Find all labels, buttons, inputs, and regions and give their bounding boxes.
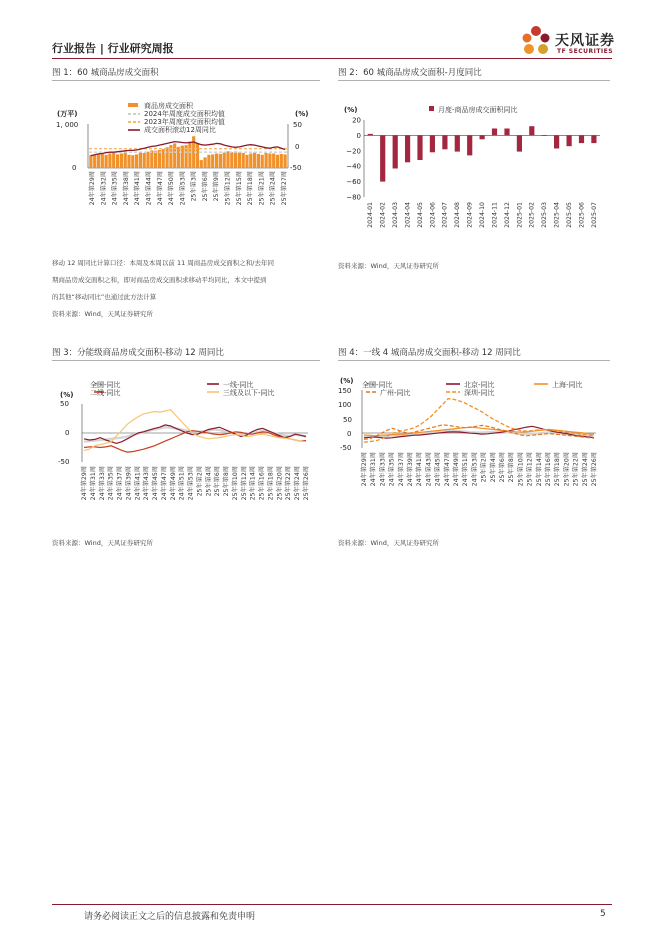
fig4-xlabel-24: 25年第24周 bbox=[581, 452, 589, 487]
fig1-bar-26 bbox=[188, 142, 191, 168]
fig1-bar-39 bbox=[238, 153, 241, 168]
fig4-xlabel-0: 24年第29周 bbox=[361, 452, 368, 487]
fig1-bar-4 bbox=[105, 155, 108, 168]
fig1-note-line3: 的其他“移动同比”也通过此方法计算 bbox=[52, 293, 157, 301]
fig3-xlabel-17: 25年第10周 bbox=[231, 466, 239, 501]
fig2-xlabel-13: 2025-02 bbox=[528, 202, 536, 228]
fig2-chart bbox=[334, 84, 610, 254]
fig1-bar-16 bbox=[150, 150, 153, 168]
fig1-xlabel-6: 24年第47周 bbox=[156, 171, 164, 206]
fig2-bar-10 bbox=[492, 129, 497, 136]
fig3-xlabel-24: 25年第24周 bbox=[294, 466, 302, 501]
fig2-xlabel-16: 2025-05 bbox=[565, 202, 573, 228]
fig1-bar-22 bbox=[173, 143, 176, 168]
fig2-xlabel-6: 2024-07 bbox=[441, 202, 449, 228]
brand-name-en: TF SECURITIES bbox=[557, 48, 614, 55]
fig4-xlabel-11: 24年第51周 bbox=[462, 452, 470, 487]
fig3-xlabel-22: 25年第20周 bbox=[276, 466, 284, 501]
fig2-bar-16 bbox=[567, 135, 572, 146]
fig1-bar-29 bbox=[200, 160, 203, 168]
fig2-bar-11 bbox=[504, 129, 509, 136]
brand-name-cn: 天风证券 bbox=[555, 33, 615, 49]
fig1-title: 图 1：60 城商品房成交面积 bbox=[52, 68, 159, 78]
fig2-xlabel-3: 2024-04 bbox=[404, 202, 412, 228]
fig1-bar-30 bbox=[204, 157, 207, 168]
fig4-xlabel-21: 25年第18周 bbox=[554, 452, 562, 487]
fig1-legend-label-2: 2023年周度成交面积均值 bbox=[144, 118, 225, 126]
fig1-bar-49 bbox=[276, 155, 279, 168]
fig2-rule bbox=[338, 80, 610, 81]
fig1-legend bbox=[128, 101, 225, 134]
fig2-xlabel-1: 2024-02 bbox=[379, 202, 387, 228]
fig3-xlabel-3: 24年第35周 bbox=[107, 466, 115, 501]
brand-logo-icon bbox=[518, 24, 554, 60]
fig3-xlabel-6: 24年第41周 bbox=[134, 466, 142, 501]
fig1-y-right-tick-mid: 0 bbox=[295, 143, 300, 151]
fig1-bar-50 bbox=[280, 154, 283, 168]
fig1-legend-label-1: 2024年周度成交面积均值 bbox=[144, 110, 225, 118]
fig1-xlabel-1: 24年第32周 bbox=[100, 171, 108, 206]
fig2-bar-4 bbox=[417, 135, 422, 160]
fig1-xlabel-7: 24年第50周 bbox=[168, 171, 176, 206]
fig3-xlabel-1: 24年第31周 bbox=[89, 466, 97, 501]
fig1-bar-17 bbox=[154, 151, 157, 168]
fig2-bar-8 bbox=[467, 135, 472, 155]
fig2-xlabel-12: 2025-01 bbox=[516, 202, 524, 228]
fig3-legend-label-3: 三线及以下-同比 bbox=[223, 389, 275, 397]
fig1-bar-34 bbox=[219, 154, 222, 168]
fig3-xlabel-5: 24年第39周 bbox=[125, 466, 133, 501]
fig1-bar-6 bbox=[112, 153, 115, 168]
fig3-xlabel-20: 25年第16周 bbox=[258, 466, 266, 501]
fig3-xlabel-21: 25年第18周 bbox=[267, 466, 275, 501]
fig1-bar-42 bbox=[249, 154, 252, 169]
fig3-xlabel-15: 25年第6周 bbox=[214, 466, 222, 497]
fig2-y-tick-20: 20 bbox=[352, 116, 361, 125]
fig1-xlabel-5: 24年第44周 bbox=[145, 171, 153, 206]
fig1-note-line1: 移动 12 周同比计算口径：本周及本周以前 11 周商品房成交面积之和/去年同 bbox=[52, 259, 274, 267]
fig1-bar-12 bbox=[135, 154, 138, 168]
fig1-xlabel-10: 25年第6周 bbox=[201, 171, 209, 202]
fig3-xlabel-10: 24年第49周 bbox=[169, 466, 177, 501]
fig4-xlabel-20: 25年第16周 bbox=[545, 452, 552, 487]
fig2-bar-2 bbox=[393, 135, 398, 168]
fig4-xlabel-15: 25年第6周 bbox=[499, 452, 506, 483]
fig1-rule bbox=[52, 80, 320, 81]
fig3-xlabel-25: 25年第26周 bbox=[303, 466, 310, 501]
fig4-xlabel-8: 24年第45周 bbox=[434, 452, 442, 487]
fig1-bar-0 bbox=[89, 155, 92, 168]
fig4-xlabel-22: 25年第20周 bbox=[563, 452, 571, 487]
fig1-legend-swatch-bar bbox=[128, 103, 138, 107]
fig3-legend-label-2: 二线-同比 bbox=[90, 389, 121, 397]
fig1-bar-7 bbox=[116, 154, 119, 168]
fig1-bar-14 bbox=[143, 153, 146, 168]
fig1-bar-31 bbox=[207, 155, 210, 168]
fig4-xlabel-23: 25年第22周 bbox=[572, 452, 580, 487]
fig1-bar-32 bbox=[211, 154, 214, 168]
fig4-source: 资料来源：Wind，天风证券研究所 bbox=[338, 539, 439, 547]
fig1-bar-35 bbox=[223, 153, 226, 168]
fig2-xlabel-10: 2024-11 bbox=[491, 202, 499, 228]
fig1-xlabel-12: 25年第12周 bbox=[224, 171, 232, 206]
fig2-xlabel-18: 2025-07 bbox=[590, 202, 598, 228]
fig3-xlabel-13: 25年第2周 bbox=[196, 466, 204, 497]
fig2-bar-17 bbox=[579, 135, 584, 143]
fig4-y-tick-2: 50 bbox=[343, 416, 352, 424]
fig1-legend-label-0: 商品房成交面积 bbox=[144, 102, 193, 110]
fig1-y-left-tick-top: 1, 000 bbox=[56, 121, 79, 129]
fig3-xlabel-9: 24年第47周 bbox=[160, 466, 168, 501]
fig1-y-right-unit: (%) bbox=[295, 110, 309, 118]
fig4-title: 图 4：一线 4 城商品房成交面积-移动 12 周同比 bbox=[338, 348, 521, 358]
fig2-xlabel-14: 2025-03 bbox=[541, 202, 549, 228]
fig1-legend-label-3: 成交面积滚动12周同比 bbox=[144, 126, 216, 134]
fig1-bar-33 bbox=[215, 154, 218, 169]
fig4-rule bbox=[338, 360, 610, 361]
fig1-bar-3 bbox=[101, 154, 104, 168]
fig4-xlabel-19: 25年第14周 bbox=[535, 452, 543, 487]
fig2-xlabel-8: 2024-09 bbox=[466, 202, 474, 228]
fig1-chart bbox=[52, 84, 322, 254]
fig2-xlabel-11: 2024-12 bbox=[503, 202, 511, 228]
fig1-y-right-tick-top: 50 bbox=[293, 121, 302, 129]
fig3-xlabel-14: 25年第4周 bbox=[205, 466, 213, 497]
fig2-xlabel-7: 2024-08 bbox=[454, 202, 462, 228]
fig1-bar-43 bbox=[253, 153, 256, 168]
fig1-bar-46 bbox=[265, 153, 268, 168]
fig4-legend-label-0: 全国-同比 bbox=[362, 381, 393, 389]
fig1-y-left-unit: (万平) bbox=[57, 110, 78, 118]
fig2-bar-9 bbox=[480, 135, 485, 139]
fig4-xlabel-16: 25年第8周 bbox=[508, 452, 516, 483]
fig1-note-line2: 期商品房成交面积之和，即对商品房成交面积求移动平均同比，本文中提到 bbox=[52, 276, 267, 284]
fig1-bar-1 bbox=[93, 155, 96, 168]
fig2-xlabel-9: 2024-10 bbox=[479, 202, 486, 228]
fig4-xlabel-2: 24年第33周 bbox=[379, 452, 387, 487]
fig4-xlabel-13: 25年第2周 bbox=[480, 452, 488, 483]
fig3-source: 资料来源：Wind，天风证券研究所 bbox=[52, 539, 153, 547]
fig1-xlabel-14: 25年第18周 bbox=[247, 171, 255, 206]
fig1-bar-36 bbox=[226, 151, 229, 168]
fig1-bar-45 bbox=[261, 155, 264, 168]
fig2-bar-15 bbox=[554, 135, 559, 148]
fig4-legend-label-1: 北京-同比 bbox=[464, 381, 495, 389]
fig2-y-tick--80: −80 bbox=[346, 193, 361, 202]
fig3-xlabel-19: 25年第14周 bbox=[249, 466, 257, 501]
fig3-xlabel-11: 24年第51周 bbox=[178, 466, 186, 501]
fig4-legend-label-3: 广州-同比 bbox=[380, 389, 411, 397]
fig3-y-tick-2: -50 bbox=[58, 458, 70, 466]
fig2-bar-1 bbox=[380, 135, 385, 181]
fig2-xlabel-0: 2024-01 bbox=[367, 202, 375, 228]
fig3-xlabel-16: 25年第8周 bbox=[223, 466, 231, 497]
fig1-bar-23 bbox=[177, 147, 180, 168]
fig4-xlabel-5: 24年第39周 bbox=[407, 452, 414, 487]
fig1-bar-15 bbox=[146, 152, 149, 168]
fig1-bar-41 bbox=[245, 155, 248, 168]
fig4-xlabel-4: 24年第37周 bbox=[397, 452, 405, 487]
fig1-source: 资料来源：Wind，天风证券研究所 bbox=[52, 310, 153, 318]
fig1-bar-37 bbox=[230, 152, 233, 168]
fig1-xlabel-4: 24年第41周 bbox=[134, 171, 142, 206]
fig1-bar-38 bbox=[234, 151, 237, 168]
fig4-xlabel-25: 25年第26周 bbox=[591, 452, 598, 487]
fig1-xlabel-16: 25年第24周 bbox=[269, 171, 277, 206]
fig2-y-tick--60: −60 bbox=[346, 178, 361, 187]
fig3-y-unit: (%) bbox=[60, 391, 74, 399]
fig2-bar-6 bbox=[442, 135, 447, 149]
footer-disclaimer: 请务必阅读正文之后的信息披露和免责申明 bbox=[84, 912, 256, 922]
fig4-xlabel-1: 24年第31周 bbox=[370, 452, 378, 487]
fig4-xlabel-9: 24年第47周 bbox=[443, 452, 451, 487]
fig4-chart bbox=[334, 364, 610, 534]
fig4-xlabel-14: 25年第4周 bbox=[489, 452, 497, 483]
fig3-chart bbox=[52, 364, 322, 534]
fig3-legend bbox=[90, 380, 275, 397]
fig1-bar-10 bbox=[127, 155, 130, 168]
fig1-bar-28 bbox=[196, 143, 199, 168]
fig1-bar-20 bbox=[166, 147, 169, 168]
fig4-legend-label-2: 上海-同比 bbox=[552, 381, 583, 389]
fig4-xlabel-10: 24年第49周 bbox=[453, 452, 460, 487]
fig1-xlabel-2: 24年第35周 bbox=[111, 171, 119, 206]
fig1-y-left-tick-zero: 0 bbox=[72, 164, 77, 172]
fig1-bar-40 bbox=[242, 153, 245, 168]
fig4-y-tick-3: 0 bbox=[347, 430, 352, 438]
fig2-bar-13 bbox=[529, 126, 534, 135]
fig1-xlabel-3: 24年第38周 bbox=[122, 171, 130, 206]
fig2-bar-3 bbox=[405, 135, 410, 162]
fig3-rule bbox=[52, 360, 320, 361]
fig1-note bbox=[52, 255, 322, 323]
fig1-xlabel-9: 25年第3周 bbox=[190, 171, 198, 202]
fig1-bar-8 bbox=[120, 154, 123, 169]
fig4-y-tick-4: -50 bbox=[340, 444, 352, 452]
fig1-xlabel-13: 25年第15周 bbox=[235, 171, 243, 206]
fig2-bar-5 bbox=[430, 135, 435, 152]
fig1-bar-48 bbox=[272, 154, 275, 169]
fig3-xlabel-7: 24年第43周 bbox=[143, 466, 151, 501]
fig1-bar-2 bbox=[97, 154, 100, 168]
fig3-legend-label-0: 全国-同比 bbox=[90, 381, 121, 389]
fig4-y-tick-1: 100 bbox=[338, 401, 352, 409]
fig2-bar-12 bbox=[517, 135, 522, 151]
fig1-xlabel-11: 25年第9周 bbox=[213, 171, 221, 202]
fig2-xlabel-5: 2024-06 bbox=[429, 202, 437, 228]
fig3-xlabel-8: 24年第45周 bbox=[152, 466, 160, 501]
fig1-xlabel-17: 25年第27周 bbox=[281, 171, 288, 206]
fig3-xlabel-12: 24年第53周 bbox=[187, 466, 195, 501]
fig2-xlabel-17: 2025-06 bbox=[578, 202, 586, 228]
fig3-xlabel-23: 25年第22周 bbox=[285, 466, 293, 501]
fig1-bar-5 bbox=[108, 154, 111, 169]
fig3-xlabel-18: 25年第12周 bbox=[240, 466, 248, 501]
fig2-bar-14 bbox=[542, 135, 547, 136]
fig4-xlabel-17: 25年第10周 bbox=[517, 452, 525, 487]
fig4-xlabel-3: 24年第35周 bbox=[388, 452, 396, 487]
fig4-xlabel-18: 25年第12周 bbox=[526, 452, 534, 487]
fig1-bar-44 bbox=[257, 154, 260, 168]
fig2-bar-0 bbox=[368, 134, 373, 136]
fig1-bar-51 bbox=[284, 154, 287, 168]
fig2-title: 图 2：60 城商品房成交面积-月度同比 bbox=[338, 68, 482, 78]
fig2-bar-7 bbox=[455, 135, 460, 151]
fig4-xlabel-12: 24年第53周 bbox=[471, 452, 479, 487]
fig1-bar-13 bbox=[139, 152, 142, 168]
fig1-xlabel-0: 24年第29周 bbox=[89, 171, 96, 206]
fig3-y-tick-0: 50 bbox=[60, 400, 69, 408]
fig2-xlabel-4: 2024-05 bbox=[416, 202, 424, 228]
fig2-y-tick-0: 0 bbox=[356, 131, 361, 140]
page-number: 5 bbox=[600, 909, 606, 919]
fig1-xlabel-8: 24年第53周 bbox=[179, 171, 187, 206]
fig2-y-tick--20: −20 bbox=[346, 147, 361, 156]
fig3-legend-label-1: 一线-同比 bbox=[223, 381, 254, 389]
fig2-legend-swatch bbox=[429, 106, 434, 111]
fig4-xlabel-6: 24年第41周 bbox=[416, 452, 424, 487]
fig2-y-unit: (%) bbox=[344, 106, 358, 114]
fig2-legend-label: 月度-商品房成交面积同比 bbox=[438, 106, 518, 114]
fig4-xlabel-7: 24年第43周 bbox=[425, 452, 433, 487]
fig2-y-tick--40: −40 bbox=[346, 162, 361, 171]
fig4-legend-label-4: 深圳-同比 bbox=[464, 389, 495, 397]
fig1-y-right-tick-bottom: -50 bbox=[290, 164, 302, 172]
fig4-y-tick-0: 150 bbox=[338, 387, 352, 395]
fig1-bar-11 bbox=[131, 155, 134, 168]
fig3-xlabel-4: 24年第37周 bbox=[116, 466, 124, 501]
report-header-title: 行业报告 | 行业研究周报 bbox=[52, 42, 174, 55]
fig2-xlabel-2: 2024-03 bbox=[392, 202, 400, 228]
fig1-bar-9 bbox=[124, 153, 127, 168]
fig4-legend bbox=[362, 380, 583, 397]
fig3-xlabel-2: 24年第33周 bbox=[98, 466, 106, 501]
fig3-line-3 bbox=[84, 410, 306, 451]
fig2-source: 资料来源：Wind，天风证券研究所 bbox=[338, 262, 439, 270]
footer-divider bbox=[52, 904, 612, 905]
fig2-bar-18 bbox=[591, 135, 596, 143]
fig3-xlabel-0: 24年第29周 bbox=[81, 466, 88, 501]
fig1-xlabel-15: 25年第21周 bbox=[258, 171, 266, 206]
fig1-bar-47 bbox=[268, 154, 271, 169]
fig3-title: 图 3：分能级商品房成交面积-移动 12 周同比 bbox=[52, 348, 224, 358]
fig4-y-unit: (%) bbox=[340, 377, 354, 385]
fig2-xlabel-15: 2025-04 bbox=[553, 202, 561, 228]
fig3-y-tick-1: 0 bbox=[65, 429, 70, 437]
